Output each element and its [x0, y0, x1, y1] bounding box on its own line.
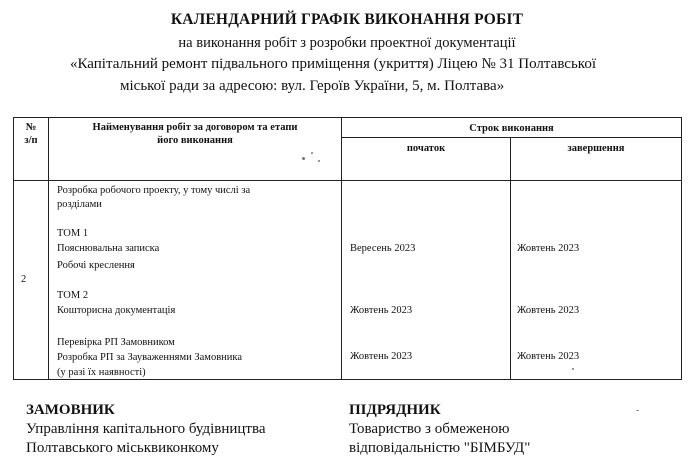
stage1-end-date: Жовтень 2023	[517, 243, 580, 254]
work-line-1: Розробка робочого проекту, у тому числі за	[57, 185, 251, 196]
scan-speck	[572, 368, 574, 370]
table-line-col1	[48, 117, 49, 380]
stage3-start-date: Жовтень 2023	[350, 351, 413, 362]
contractor-line2: відповідальністю "БІМБУД"	[349, 440, 531, 456]
header-number-line2: з/п	[24, 135, 38, 146]
table-line-col3	[510, 137, 511, 380]
scan-speck	[302, 157, 305, 160]
customer-heading: ЗАМОВНИК	[26, 402, 115, 418]
table-border-bottom	[13, 379, 682, 380]
row-number: 2	[21, 274, 27, 285]
table-line-col2	[341, 117, 342, 380]
header-start: початок	[406, 143, 446, 154]
header-works	[49, 121, 341, 147]
header-works-line2: його виконання	[157, 135, 233, 146]
stage2-start-date: Жовтень 2023	[350, 305, 413, 316]
project-title-line2: міської ради за адресою: вул. Героїв України, 5, м. Полтава»	[120, 78, 505, 94]
work-line-2: розділами	[57, 199, 102, 210]
work-line-8: Перевірка РП Замовником	[57, 337, 175, 348]
customer-signature-block	[26, 401, 266, 458]
work-line-5: Робочі креслення	[57, 260, 135, 271]
work-line-10: (у разі їх наявності)	[57, 367, 146, 378]
work-line-3: ТОМ 1	[57, 228, 89, 239]
header-number-line1: №	[25, 122, 37, 133]
contractor-heading: ПІДРЯДНИК	[349, 402, 441, 418]
scan-speck	[311, 152, 313, 154]
header-number	[14, 121, 48, 147]
header-works-line1: Найменування робіт за договором та етапи	[92, 122, 298, 133]
work-line-7: Кошторисна документація	[57, 305, 176, 316]
scan-speck	[636, 410, 639, 411]
table-line-header-mid	[341, 137, 682, 138]
stage3-end-date: Жовтень 2023	[517, 351, 580, 362]
project-title-line1: «Капітальний ремонт підвального приміщення (укриття) Ліцею № 31 Полтавської	[70, 56, 597, 72]
stage1-start-date: Вересень 2023	[350, 243, 416, 254]
contractor-line1: Товариство з обмеженою	[349, 421, 510, 437]
contractor-signature-block	[349, 401, 530, 458]
work-line-6: ТОМ 2	[57, 290, 89, 301]
document-subtitle: на виконання робіт з розробки проектної документації	[178, 35, 516, 51]
table-border-left	[13, 117, 14, 380]
table-line-header-bottom	[13, 180, 682, 181]
table-border-right	[681, 117, 682, 380]
scan-speck	[318, 160, 320, 162]
work-line-4: Пояснювальна записка	[57, 243, 160, 254]
stage2-end-date: Жовтень 2023	[517, 305, 580, 316]
customer-line2: Полтавського міськвиконкому	[26, 440, 219, 456]
customer-line1: Управління капітального будівництва	[26, 421, 266, 437]
document-title: КАЛЕНДАРНИЙ ГРАФІК ВИКОНАННЯ РОБІТ	[170, 11, 524, 28]
header-end: завершення	[567, 143, 625, 154]
header-term: Строк виконання	[469, 123, 554, 134]
work-line-9: Розробка РП за Зауваженнями Замовника	[57, 352, 242, 363]
table-border-top	[13, 117, 682, 118]
